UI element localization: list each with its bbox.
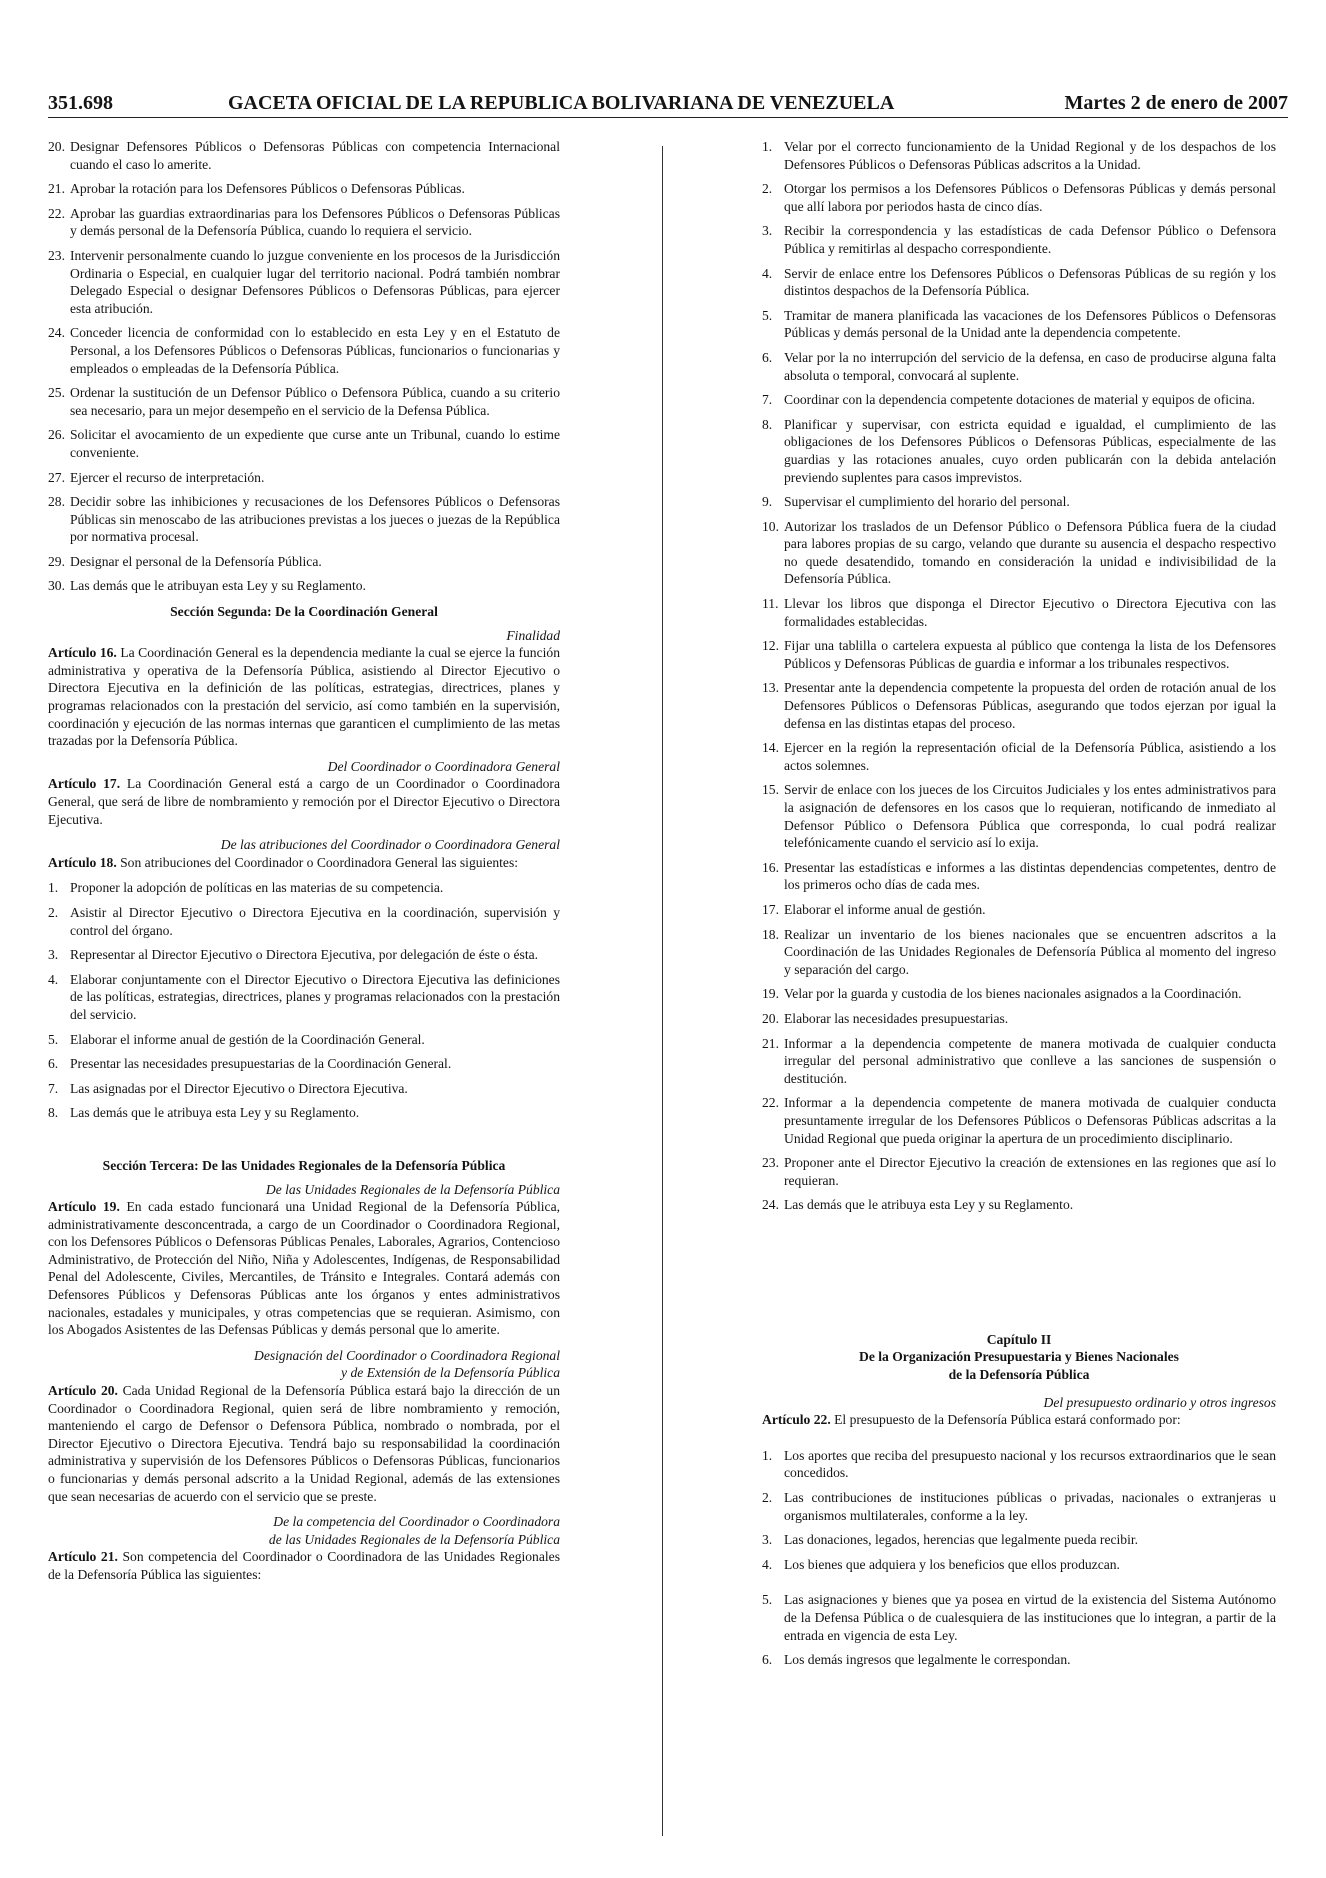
article-label: Artículo 21. <box>48 1549 118 1565</box>
section-heading: Sección Segunda: De la Coordinación General <box>170 604 438 620</box>
list-item: 3. Recibir la correspondencia y las estadísticas de cada Defensor Público o Defensora Pública y remitirlas al despacho correspondiente. <box>762 223 1276 256</box>
list-item: 21. Aprobar la rotación para los Defensores Públicos o Defensoras Públicas. <box>48 181 465 197</box>
article-label: Artículo 22. <box>762 1412 831 1428</box>
list-item: 23. Intervenir personalmente cuando lo juzgue conveniente en los procesos de la Jurisdicción Ordinaria o Especial, en cualquier lugar del territorio nacional. Podrá también nombrar Delegado Especial o designar Defensores Públicos o Defensoras Públicas, para ejercer esta atribución. <box>48 247 560 316</box>
article-label: Artículo 18. <box>48 854 117 870</box>
list-item: 27. Ejercer el recurso de interpretación. <box>48 469 265 485</box>
article-18-list <box>48 879 560 1122</box>
article-subtitle: Del Coordinador o Coordinadora General <box>327 758 560 774</box>
spacer <box>48 1129 560 1149</box>
list-item: 5. Las asignaciones y bienes que ya posea en virtud de la existencia del Sistema Autónomo de la Defensa Pública o de cualesquiera de las instituciones que lo integran, a partir de la entrada en vigencia de esta Ley. <box>762 1592 1276 1643</box>
column-divider <box>662 146 663 1836</box>
article-subtitle: De las Unidades Regionales de la Defensoría Pública <box>265 1181 560 1197</box>
chapter-title: Capítulo II <box>986 1331 1052 1347</box>
list-item: 21. Informar a la dependencia competente de manera motivada de cualquier conducta irregular del personal administrativo que conlleve a las sanciones de suspensión o destitución. <box>762 1035 1276 1086</box>
right-column <box>762 138 1276 1676</box>
list-item: 1. Velar por el correcto funcionamiento de la Unidad Regional y de los despachos de los Defensores Públicos o Defensoras Públicas adscritos a la Unidad. <box>762 139 1276 172</box>
article-label: Artículo 16. <box>48 645 117 661</box>
list-item: 3. Las donaciones, legados, herencias que legalmente pueda recibir. <box>762 1532 1139 1548</box>
article-20: Artículo 20. Cada Unidad Regional de la Defensoría Pública estará bajo la dirección de un Coordinador o Coordinadora Regional, quien será de libre nombramiento y remoción, manteniendo el cargo de Defensor o Defensora Pública, nombrado o nombrada, por el Director Ejecutivo o Directora Ejecutiva. Tendrá bajo su responsabilidad la coordinación administrativa y supervisión de los Defensores Públicos o Defensoras Públicas, funcionarios o funcionarias y demás personal adscrito a la Unidad Regional, además de las extensiones que sean necesarias de acuerdo con el servicio que se preste. <box>48 1383 560 1504</box>
list-item: 15. Servir de enlace con los jueces de los Circuitos Judiciales y los entes administrativos para la asignación de defensores en los casos que lo requieran, notificando de inmediato al Defensor Público o Defensora Pública que corresponda, lo cual podrá realizar telefónicamente cuando el servicio así lo exija. <box>762 782 1276 851</box>
list-item: 9. Supervisar el cumplimiento del horario del personal. <box>762 494 1070 510</box>
issue-date: Martes 2 de enero de 2007 <box>1064 92 1288 114</box>
list-item: 28. Decidir sobre las inhibiciones y recusaciones de los Defensores Públicos o Defensoras Públicas sin menoscabo de las atribuciones previstas a los jueces o juezas de la República por normativa procesal. <box>48 494 560 545</box>
article-subtitle: Del presupuesto ordinario y otros ingresos <box>1043 1394 1276 1410</box>
list-item: 1. Los aportes que reciba del presupuesto nacional y los recursos extraordinarios que le sean concedidos. <box>762 1447 1276 1481</box>
article-19: Artículo 19. En cada estado funcionará una Unidad Regional de la Defensoría Pública, administrativamente desconcentrada, a cargo de un Coordinador o Coordinadora Regional, con los Defensores Públicos o Defensoras Públicas Penales, Laborales, Agrarios, Contencioso Administrativo, de Protección del Niño, Niña y Adolescentes, Indígenas, de Responsabilidad Penal del Adolescente, Civiles, Mercantiles, de Tránsito e Integrales. Contará además con Defensores Públicos y Defensoras Públicas ante los órganos y entes administrativos nacionales, estadales y municipales, y otras competencias que se requieran. Asimismo, con los Abogados Asistentes de las Defensas Públicas y demás personal que lo amerite. <box>48 1199 560 1338</box>
list-item: 29. Designar el personal de la Defensoría Pública. <box>48 553 322 569</box>
list-item: 5. Tramitar de manera planificada las vacaciones de los Defensores Públicos o Defensoras Públicas y demás personal de la Unidad ante la dependencia competente. <box>762 307 1276 341</box>
list-item: 20. Designar Defensores Públicos o Defensoras Públicas con competencia Internacional cuando el caso lo amerite. <box>48 139 560 172</box>
list-item: 12. Fijar una tablilla o cartelera expuesta al público que contenga la lista de los Defensores Públicos y Defensoras Públicas de guardia e informar a los tribunales respectivos. <box>762 638 1276 671</box>
list-item: 3. Representar al Director Ejecutivo o Directora Ejecutiva, por delegación de éste o ésta. <box>48 947 539 963</box>
list-item: 2. Otorgar los permisos a los Defensores Públicos o Defensoras Públicas y demás personal que allí labora por periodos hasta de cinco días. <box>762 181 1276 214</box>
list-item: 4. Elaborar conjuntamente con el Director Ejecutivo o Directora Ejecutiva las definiciones de las políticas, estrategias, directrices, planes y programas relacionados con la prestación del servicio. <box>48 971 560 1022</box>
list-item: 25. Ordenar la sustitución de un Defensor Público o Defensora Pública, cuando a su criterio sea necesario, para un mejor desempeño en el servicio de la Defensa Pública. <box>48 385 560 418</box>
list-item: 6. Los demás ingresos que legalmente le correspondan. <box>762 1652 1071 1668</box>
list-item: 19. Velar por la guarda y custodia de los bienes nacionales asignados a la Coordinación. <box>762 986 1242 1002</box>
list-item: 14. Ejercer en la región la representación oficial de la Defensoría Pública, asistiendo a los actos solemnes. <box>762 740 1276 773</box>
article-18: Artículo 18. Son atribuciones del Coordinador o Coordinadora General las siguientes: <box>48 854 519 870</box>
list-item: 11. Llevar los libros que disponga el Director Ejecutivo o Directora Ejecutiva con las formalidades establecidas. <box>762 596 1276 629</box>
list-item: 6. Velar por la no interrupción del servicio de la defensa, en caso de producirse alguna falta absoluta o temporal, convocará al suplente. <box>762 349 1276 383</box>
chapter-subtitle: de la Defensoría Pública <box>948 1367 1090 1383</box>
article-subtitle: De las atribuciones del Coordinador o Coordinadora General <box>220 837 560 853</box>
attributions-list-continued <box>48 138 560 595</box>
list-item: 6. Presentar las necesidades presupuestarias de la Coordinación General. <box>48 1056 452 1072</box>
header-rule <box>48 117 1288 118</box>
list-item: 2. Asistir al Director Ejecutivo o Directora Ejecutiva en la coordinación, supervisión y control del órgano. <box>48 904 560 938</box>
chapter-subtitle: De la Organización Presupuestaria y Bienes Nacionales <box>859 1349 1179 1365</box>
article-subtitle: de las Unidades Regionales de la Defensoría Pública <box>268 1531 560 1547</box>
list-item: 26. Solicitar el avocamiento de un expediente que curse ante un Tribunal, cuando lo estime conveniente. <box>48 427 560 460</box>
list-item: 22. Informar a la dependencia competente de manera motivada de cualquier conducta presuntamente irregular de los Defensores Públicos o Defensoras Públicas adscritas a la Unidad Regional que pueda originar la apertura de un procedimiento disciplinario. <box>762 1095 1276 1146</box>
article-16: Artículo 16. La Coordinación General es la dependencia mediante la cual se ejerce la función administrativa y operativa de la Defensoría Pública, asistiendo al Director Ejecutivo o Directora Ejecutiva en la definición de las políticas, estrategias, directrices, planes y programas relacionados con la prestación del servicio, así como también en la supervisión, coordinación y ejecución de las normas internas que garanticen el cumplimiento de las metas trazadas por la Defensoría Pública. <box>48 645 560 749</box>
list-item: 4. Servir de enlace entre los Defensores Públicos o Defensoras Públicas de su región y los distintos despachos de la Defensoría Pública. <box>762 265 1276 299</box>
list-item: 8. Las demás que le atribuya esta Ley y su Reglamento. <box>48 1105 360 1121</box>
page-header <box>48 90 1288 120</box>
list-item: 30. Las demás que le atribuyan esta Ley y su Reglamento. <box>48 578 366 594</box>
list-item: 20. Elaborar las necesidades presupuestarias. <box>762 1010 1009 1026</box>
list-item: 1. Proponer la adopción de políticas en las materias de su competencia. <box>48 880 444 896</box>
gazette-title: GACETA OFICIAL DE LA REPUBLICA BOLIVARIANA DE VENEZUELA <box>228 92 895 114</box>
list-item: 23. Proponer ante el Director Ejecutivo la creación de extensiones en las regiones que así lo requieran. <box>762 1155 1276 1188</box>
list-item: 16. Presentar las estadísticas e informes a las distintas dependencias competentes, dentro de los primeros ocho días de cada mes. <box>762 859 1276 893</box>
list-item: 24. Conceder licencia de conformidad con lo establecido en esta Ley y en el Estatuto de Personal, a los Defensores Públicos o Defensoras Públicas, funcionarios o funcionarias y empleados o empleadas de la Defensoría Pública. <box>48 325 560 376</box>
article-17: Artículo 17. La Coordinación General está a cargo de un Coordinador o Coordinadora General, que será de libre de nombramiento y remoción por el Director Ejecutivo o Directora Ejecutiva. <box>48 776 560 827</box>
list-item: 4. Los bienes que adquiera y los beneficios que ellos produzcan. <box>762 1556 1120 1572</box>
list-item: 2. Las contribuciones de instituciones públicas o privadas, nacionales o extranjeras u organismos multilaterales, conforme a la ley. <box>762 1490 1276 1523</box>
list-item: 10. Autorizar los traslados de un Defensor Público o Defensora Pública fuera de la ciudad para labores propias de su cargo, velando que durante su ausencia el despacho respectivo no quede desatendido, tomando en consideración la unidad e indivisibilidad de la Defensoría Pública. <box>762 518 1276 587</box>
article-subtitle: Designación del Coordinador o Coordinadora Regional <box>254 1347 560 1363</box>
article-22-list <box>762 1447 1276 1669</box>
article-subtitle: De la competencia del Coordinador o Coordinadora <box>273 1514 560 1530</box>
list-item: 13. Presentar ante la dependencia competente la propuesta del orden de rotación anual de los Defensores Públicos o Defensoras Públicas, asegurando que todos ejerzan por igual la defensa en las distintas etapas del proceso. <box>762 680 1276 731</box>
article-21-list <box>762 138 1276 1214</box>
list-item: 17. Elaborar el informe anual de gestión. <box>762 901 986 917</box>
list-item: 8. Planificar y supervisar, con estricta equidad e igualdad, el cumplimiento de las obligaciones de los Defensores Públicos o Defensoras Públicas, especialmente de las guardias y las rotaciones anuales, cuyo orden publicarán con la debida antelación previendo suplentes para casos imprevistos. <box>762 416 1276 485</box>
article-subtitle: y de Extensión de la Defensoría Pública <box>341 1365 560 1381</box>
section-heading: Sección Tercera: De las Unidades Regionales de la Defensoría Pública <box>102 1157 506 1173</box>
article-label: Artículo 19. <box>48 1199 120 1215</box>
list-item: 7. Coordinar con la dependencia competente dotaciones de material y equipos de oficina. <box>762 392 1256 408</box>
list-item: 7. Las asignadas por el Director Ejecutivo o Directora Ejecutiva. <box>48 1080 408 1096</box>
list-item: 22. Aprobar las guardias extraordinarias para los Defensores Públicos o Defensoras Públicas y demás personal de la Defensoría Pública, cuando lo requiera el servicio. <box>48 205 560 239</box>
article-label: Artículo 20. <box>48 1383 118 1399</box>
article-label: Artículo 17. <box>48 776 121 792</box>
list-item: 18. Realizar un inventario de los bienes nacionales que se encuentren adscritos a la Coordinación de las Unidades Regionales de Defensoría Pública al momento del ingreso y separación del cargo. <box>762 926 1276 977</box>
page-number: 351.698 <box>48 92 113 114</box>
article-22: Artículo 22. El presupuesto de la Defensoría Pública estará conformado por: <box>762 1412 1181 1428</box>
spacer <box>762 1221 1276 1331</box>
article-21: Artículo 21. Son competencia del Coordinador o Coordinadora de las Unidades Regionales de la Defensoría Pública las siguientes: <box>48 1549 560 1582</box>
list-item: 5. Elaborar el informe anual de gestión de la Coordinación General. <box>48 1031 425 1047</box>
left-column <box>48 138 560 1592</box>
article-subtitle: Finalidad <box>506 627 560 643</box>
list-item: 24. Las demás que le atribuya esta Ley y su Reglamento. <box>762 1197 1074 1213</box>
